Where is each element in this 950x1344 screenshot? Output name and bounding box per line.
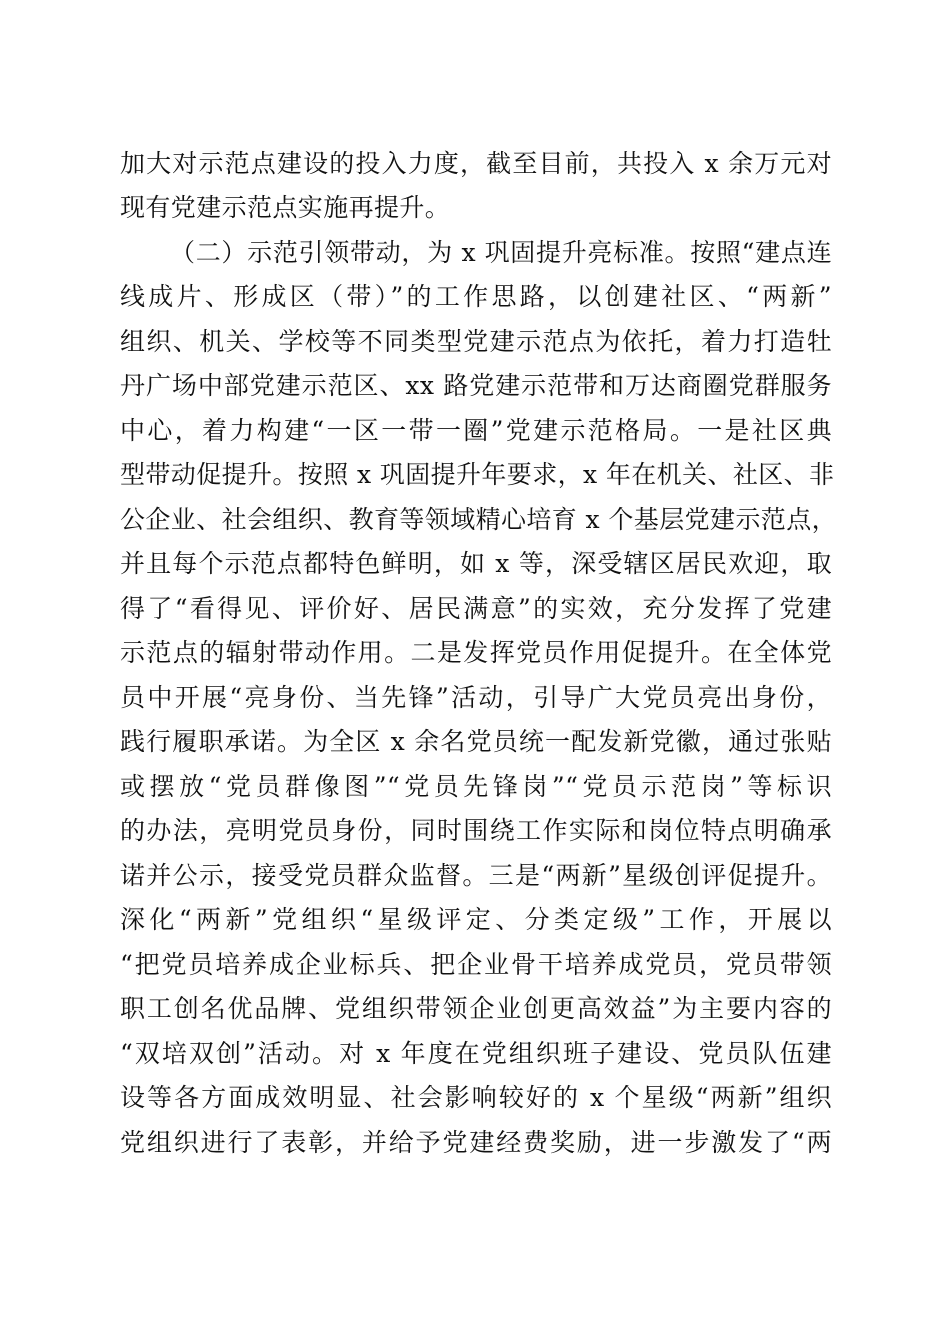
text-line: 深化“两新”党组织“星级评定、分类定级”工作，开展以 xyxy=(120,905,832,934)
text-line: 示范点的辐射带动作用。二是发挥党员作用促提升。在全体党 xyxy=(120,638,832,667)
text-line: 的办法，亮明党员身份，同时围绕工作实际和岗位特点明确承 xyxy=(120,816,832,845)
text-line: “把党员培养成企业标兵、把企业骨干培养成党员，党员带领 xyxy=(120,950,832,979)
text-line: 员中开展“亮身份、当先锋”活动，引导广大党员亮出身份， xyxy=(120,683,832,712)
text-line: 设等各方面成效明显、社会影响较好的 x 个星级“两新”组织 xyxy=(120,1083,832,1112)
text-line: 或摆放“党员群像图”“党员先锋岗”“党员示范岗”等标识 xyxy=(120,772,832,801)
text-line: 丹广场中部党建示范区、xx 路党建示范带和万达商圈党群服务 xyxy=(120,371,832,400)
text-line: 并且每个示范点都特色鲜明，如 x 等，深受辖区居民欢迎，取 xyxy=(120,549,832,578)
text-line: 型带动促提升。按照 x 巩固提升年要求，x 年在机关、社区、非 xyxy=(120,460,835,489)
text-line: 公企业、社会组织、教育等领域精心培育 x 个基层党建示范点， xyxy=(120,505,837,534)
section-heading-line: （二）示范引领带动，为 x 巩固提升亮标准。按照“建点连 xyxy=(170,238,832,267)
text-line: 诺并公示，接受党员群众监督。三是“两新”星级创评促提升。 xyxy=(120,861,832,890)
text-line: 现有党建示范点实施再提升。 xyxy=(120,193,451,222)
text-line: 践行履职承诺。为全区 x 余名党员统一配发新党徽，通过张贴 xyxy=(120,727,832,756)
text-line: 中心，着力构建“一区一带一圈”党建示范格局。一是社区典 xyxy=(120,416,832,445)
text-line: 加大对示范点建设的投入力度，截至目前，共投入 x 余万元对 xyxy=(120,149,832,178)
text-line: “双培双创”活动。对 x 年度在党组织班子建设、党员队伍建 xyxy=(120,1039,832,1068)
text-line: 得了“看得见、评价好、居民满意”的实效，充分发挥了党建 xyxy=(120,594,832,623)
text-line: 职工创名优品牌、党组织带领企业创更高效益”为主要内容的 xyxy=(120,994,832,1023)
text-line: 党组织进行了表彰，并给予党建经费奖励，进一步激发了“两 xyxy=(120,1128,832,1157)
text-line: 组织、机关、学校等不同类型党建示范点为依托，着力打造牡 xyxy=(120,327,832,356)
text-line: 线成片、形成区（带）”的工作思路，以创建社区、“两新” xyxy=(120,282,832,311)
